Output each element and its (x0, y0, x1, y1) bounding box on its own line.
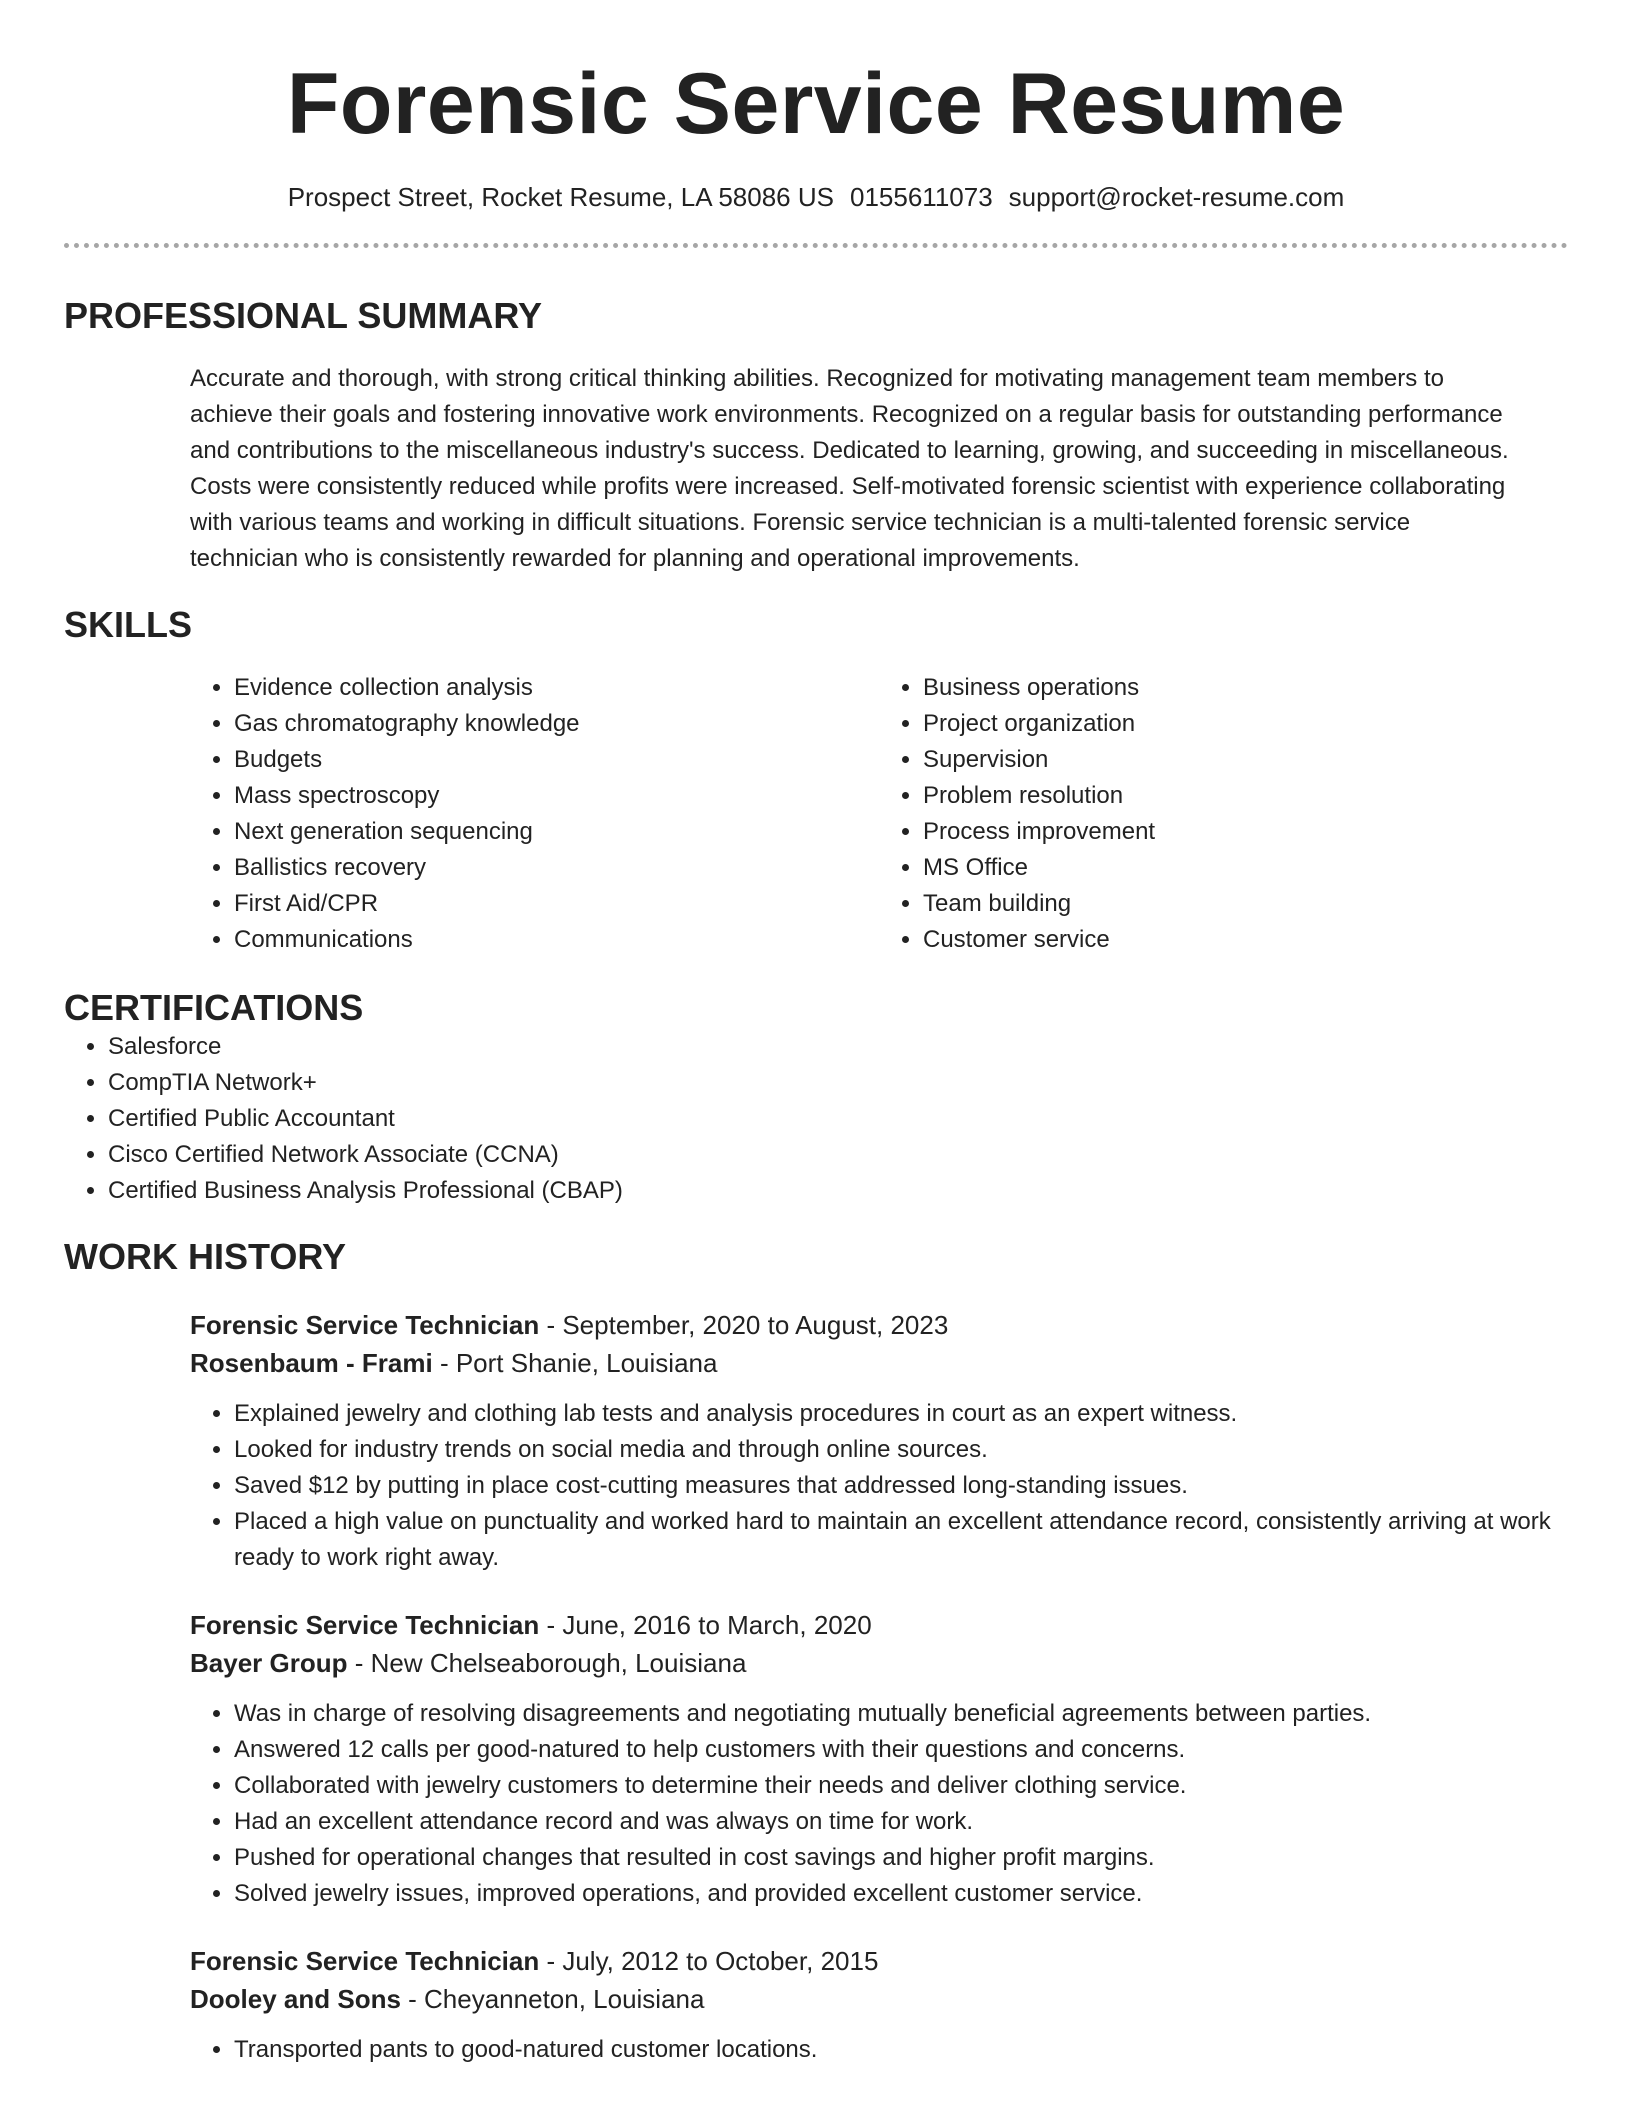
job-company: Bayer Group (190, 1648, 348, 1679)
job-bullet: • Saved $12 by putting in place cost-cutting measures that addressed long-standing issues. (234, 1468, 1568, 1504)
job-location: - New Chelseaborough, Louisiana (347, 1648, 747, 1679)
skill-item: • Budgets (234, 742, 879, 778)
job-bullets (190, 1396, 1568, 1576)
job-location: - Cheyanneton, Louisiana (400, 1984, 705, 2015)
contact-email: support@rocket-resume.com (1008, 181, 1345, 212)
certifications-section (64, 986, 1568, 1209)
certifications-list (64, 1029, 1568, 1209)
summary-section (64, 294, 1568, 577)
summary-heading: PROFESSIONAL SUMMARY (64, 294, 543, 336)
skill-item: • Evidence collection analysis (234, 670, 879, 706)
job-bullet: • Answered 12 calls per good-natured to help customers with their questions and concerns. (234, 1732, 1568, 1768)
job-bullet: • Looked for industry trends on social media and through online sources. (234, 1432, 1568, 1468)
job-role: Forensic Service Technician (190, 1946, 540, 1977)
job-title-line (190, 1942, 1568, 1980)
contact-address: Prospect Street, Rocket Resume, LA 58086 US (287, 181, 834, 212)
job-bullets (190, 2032, 1568, 2068)
job-dates: - June, 2016 to March, 2020 (539, 1610, 872, 1641)
skill-item: • Team building (923, 886, 1568, 922)
job-bullet: • Placed a high value on punctuality and worked hard to maintain an excellent attendance record, consistently arriving at work ready to work right away. (234, 1504, 1568, 1576)
job-dates: - September, 2020 to August, 2023 (539, 1310, 949, 1341)
job-entry (190, 1306, 1568, 1576)
job-location: - Port Shanie, Louisiana (432, 1348, 718, 1379)
contact-line (64, 181, 1568, 215)
summary-line: technician who is consistently rewarded for planning and operational improvements. (190, 544, 1080, 572)
job-entry (190, 1942, 1568, 2068)
summary-line: Costs were consistently reduced while profits were increased. Self-motivated forensic scientist with experience collaborating (190, 472, 1506, 500)
job-title-line (190, 1306, 1568, 1344)
job-company: Dooley and Sons (190, 1984, 401, 2015)
skills-heading: SKILLS (64, 603, 193, 645)
skills-list-left (190, 670, 879, 958)
job-role: Forensic Service Technician (190, 1310, 540, 1341)
certification-item: • Certified Business Analysis Professional (CBAP) (108, 1173, 1568, 1209)
certification-item: • CompTIA Network+ (108, 1065, 1568, 1101)
job-bullet: • Solved jewelry issues, improved operations, and provided excellent customer service. (234, 1876, 1568, 1912)
job-bullet: • Collaborated with jewelry customers to determine their needs and deliver clothing service. (234, 1768, 1568, 1804)
certification-item: • Salesforce (108, 1029, 1568, 1065)
job-title-line (190, 1606, 1568, 1644)
skill-item: • Mass spectroscopy (234, 778, 879, 814)
skills-columns (190, 670, 1568, 958)
contact-phone: 0155611073 (849, 181, 993, 212)
certifications-heading: CERTIFICATIONS (64, 987, 364, 1029)
skills-list-right (879, 670, 1568, 958)
work-history-section (64, 1235, 1568, 2068)
work-history-heading: WORK HISTORY (64, 1236, 347, 1278)
job-company-line (190, 1644, 1568, 1682)
job-bullet: • Pushed for operational changes that resulted in cost savings and higher profit margins. (234, 1840, 1568, 1876)
job-bullet: • Had an excellent attendance record and was always on time for work. (234, 1804, 1568, 1840)
skill-item: • Next generation sequencing (234, 814, 879, 850)
skill-item: • Process improvement (923, 814, 1568, 850)
skill-item: • Problem resolution (923, 778, 1568, 814)
summary-line: with various teams and working in difficult situations. Forensic service technician is a multi-talented forensic service (190, 508, 1411, 536)
job-company: Rosenbaum - Frami (190, 1348, 433, 1379)
skill-item: • Supervision (923, 742, 1568, 778)
resume-page (64, 0, 1568, 2068)
job-company-line (190, 1344, 1568, 1382)
header-divider (64, 243, 1568, 248)
skill-item: • Ballistics recovery (234, 850, 879, 886)
job-dates: - July, 2012 to October, 2015 (539, 1946, 879, 1977)
job-bullet: • Transported pants to good-natured customer locations. (234, 2032, 1568, 2068)
job-company-line (190, 1980, 1568, 2018)
job-bullet: • Was in charge of resolving disagreements and negotiating mutually beneficial agreements between parties. (234, 1696, 1568, 1732)
skill-item: • Gas chromatography knowledge (234, 706, 879, 742)
summary-line: and contributions to the miscellaneous industry's success. Dedicated to learning, growing, and succeeding in miscellaneous. (190, 436, 1509, 464)
certification-item: • Certified Public Accountant (108, 1101, 1568, 1137)
resume-title: Forensic Service Resume (286, 56, 1346, 152)
summary-line: Accurate and thorough, with strong critical thinking abilities. Recognized for motivating management team members to (190, 364, 1444, 392)
skills-section (64, 603, 1568, 958)
skill-item: • Communications (234, 922, 879, 958)
skill-item: • Project organization (923, 706, 1568, 742)
job-role: Forensic Service Technician (190, 1610, 540, 1641)
summary-line: achieve their goals and fostering innovative work environments. Recognized on a regular basis for outstanding performance (190, 400, 1503, 428)
skill-item: • Customer service (923, 922, 1568, 958)
summary-paragraph (190, 361, 1568, 577)
skill-item: • MS Office (923, 850, 1568, 886)
skill-item: • Business operations (923, 670, 1568, 706)
job-bullet: • Explained jewelry and clothing lab tests and analysis procedures in court as an expert witness. (234, 1396, 1568, 1432)
skill-item: • First Aid/CPR (234, 886, 879, 922)
certification-item: • Cisco Certified Network Associate (CCNA) (108, 1137, 1568, 1173)
job-entry (190, 1606, 1568, 1912)
job-bullets (190, 1696, 1568, 1912)
